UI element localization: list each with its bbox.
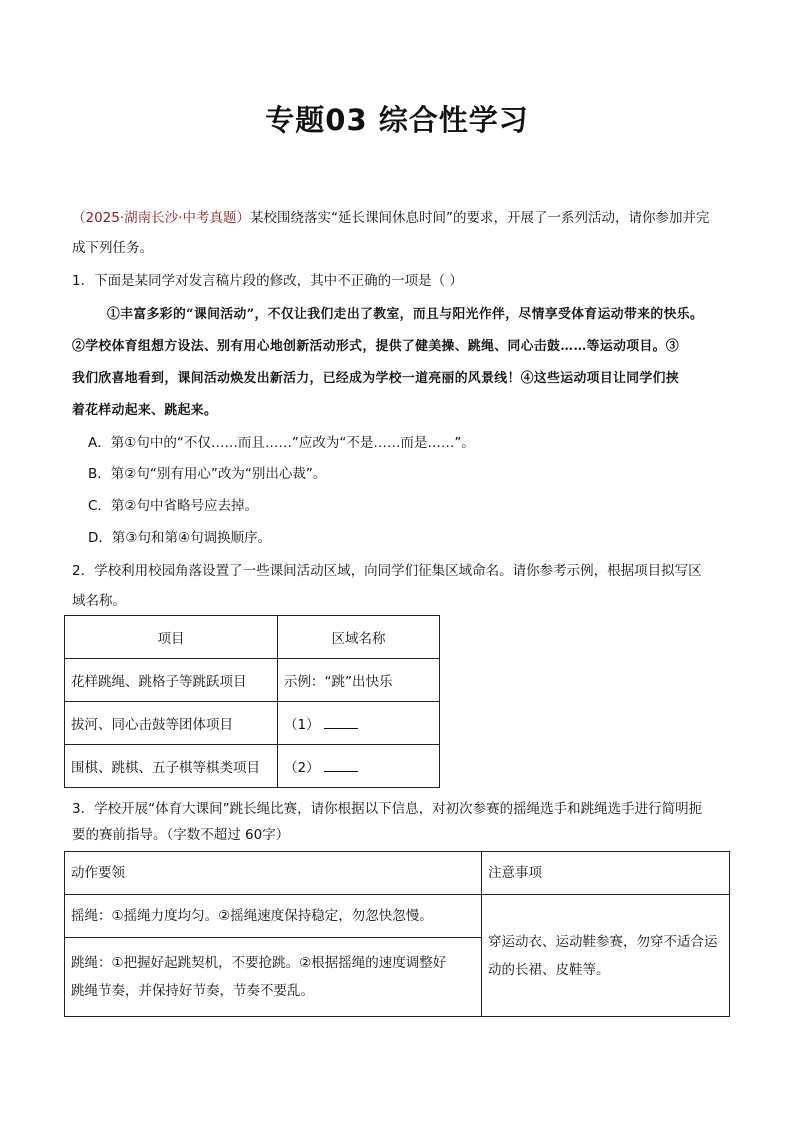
table-cell: 围棋、跳棋、五子棋等棋类项目 [65, 745, 278, 788]
rope-guidance-table [64, 851, 730, 1017]
intro-line-2: 成下列任务。 [72, 240, 153, 256]
table-row [65, 895, 730, 938]
table-cell [65, 938, 482, 1017]
passage-line: ②学校体育组想方设法、别有用心地创新活动形式，提供了健美操、跳绳、同心击鼓……等运动项目。③ [72, 339, 680, 354]
notes-line: 穿运动衣、运动鞋参赛，勿穿不适合运 [488, 933, 718, 950]
option-b: B．第②句“别有用心”改为“别出心裁”。 [88, 466, 327, 482]
table-header-cell: 项目 [65, 616, 278, 659]
table-header-cell: 动作要领 [65, 852, 482, 895]
table-row [65, 702, 440, 745]
answer-blank [324, 716, 358, 729]
passage-line: ①丰富多彩的“课间活动”，不仅让我们走出了教室，而且与阳光作伴，尽情享受体育运动带来的快乐。 [107, 307, 704, 322]
passage-line: 着花样动起来、跳起来。 [72, 403, 218, 418]
table-cell: 花样跳绳、跳格子等跳跃项目 [65, 659, 278, 702]
passage-line: 我们欣喜地看到，课间活动焕发出新活力，已经成为学校一道亮丽的风景线！④这些运动项目让同学们挟 [72, 371, 680, 386]
table-row [65, 745, 440, 788]
question-2-stem: 2．学校利用校园角落设置了一些课间活动区域，向同学们征集区域命名。请你参考示例，根据项目拟写区 [72, 563, 702, 579]
question-1-stem: 1．下面是某同学对发言稿片段的修改，其中不正确的一项是（ ） [72, 273, 463, 289]
question-3-stem: 3．学校开展“体育大课间”跳长绳比赛，请你根据以下信息，对初次参赛的摇绳选手和跳绳选手进行简明扼 [72, 801, 703, 817]
table-header-row [65, 616, 440, 659]
table-cell: 摇绳：①摇绳力度均匀。②摇绳速度保持稳定，勿忽快忽慢。 [65, 895, 482, 938]
question-3-stem-cont: 要的赛前指导。（字数不超过 60字） [72, 827, 290, 843]
notes-cell [482, 895, 730, 1017]
region-naming-table [64, 615, 440, 788]
answer-label: （1） [284, 717, 320, 733]
table-row [65, 659, 440, 702]
table-cell: 拔河、同心击鼓等团体项目 [65, 702, 278, 745]
answer-blank [324, 759, 358, 772]
answer-cell [278, 702, 440, 745]
table-header-cell: 区域名称 [278, 616, 440, 659]
notes-line: 动的长裙、皮鞋等。 [488, 961, 610, 978]
table-header-cell: 注意事项 [482, 852, 730, 895]
answer-cell [278, 745, 440, 788]
cell-line: 跳绳节奏，并保持好节奏，节奏不要乱。 [71, 983, 314, 999]
answer-label: （2） [284, 760, 320, 776]
cell-line: 跳绳：①把握好起跳契机，不要抢跳。②根据摇绳的速度调整好 [71, 955, 447, 971]
source-tag: （2025·湖南长沙·中考真题） [72, 210, 250, 226]
question-2-stem-cont: 域名称。 [72, 593, 126, 609]
option-c: C．第②句中省略号应去掉。 [88, 498, 259, 514]
intro-text: 某校围绕落实“延长课间休息时间”的要求，开展了一系列活动，请你参加并完 [249, 210, 710, 226]
table-cell: 示例：“跳”出快乐 [278, 659, 440, 702]
intro-line-1 [72, 208, 709, 228]
option-d: D．第③句和第④句调换顺序。 [88, 530, 272, 546]
page-title: 专题03 综合性学习 [265, 103, 529, 137]
table-header-row [65, 852, 730, 895]
option-a: A．第①句中的“不仅……而且……”应改为“不是……而是……”。 [88, 435, 475, 451]
